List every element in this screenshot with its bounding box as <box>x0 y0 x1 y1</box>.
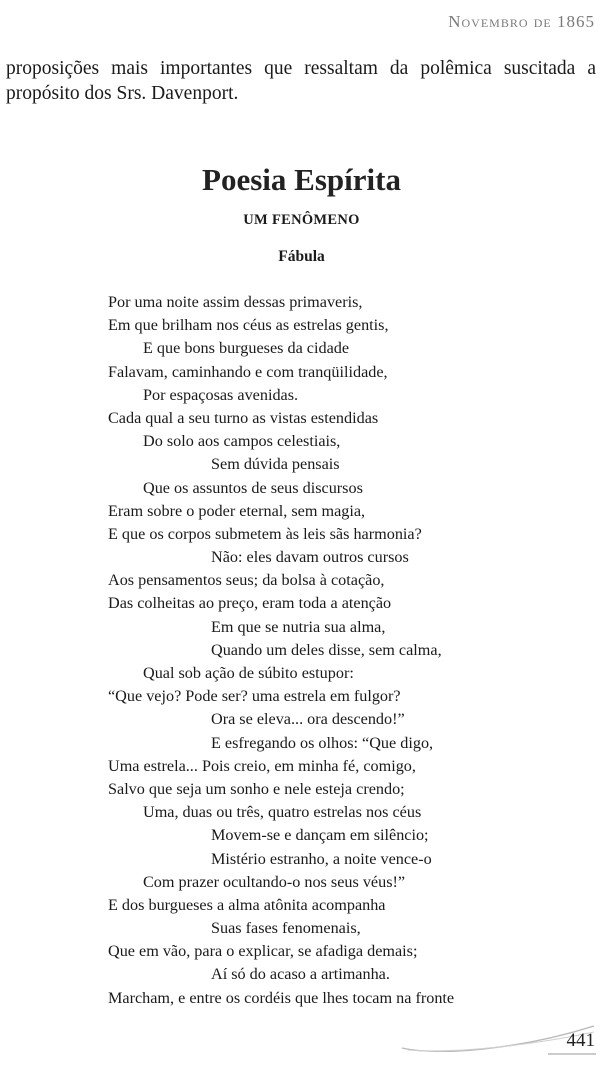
poem-line: Não: eles davam outros cursos <box>211 548 409 567</box>
page-number: 441 <box>566 1030 595 1051</box>
poem-line: Mistério estranho, a noite vence-o <box>211 849 432 868</box>
poem-line: “Que vejo? Pode ser? uma estrela em fulgor? <box>108 687 401 706</box>
poem-line: Marcham, e entre os cordéis que lhes tocam na fronte <box>108 988 455 1007</box>
poem-line: Sem dúvida pensais <box>211 455 340 474</box>
poem-line: Cada qual a seu turno as vistas estendidas <box>108 408 379 427</box>
poem-line: Por uma noite assim dessas primaveris, <box>108 293 363 311</box>
poem-body <box>108 291 588 1010</box>
poem-line: Do solo aos campos celestiais, <box>143 432 341 451</box>
poem-line: Ora se eleva... ora descendo!” <box>211 710 405 729</box>
poem-line: Que em vão, para o explicar, se afadiga demais; <box>108 942 418 961</box>
section-title: Poesia Espírita <box>202 162 401 197</box>
poem-line: Movem-se e dançam em silêncio; <box>211 826 429 845</box>
intro-paragraph: proposições mais importantes que ressaltam da polêmica suscitada a propósito dos Srs. Davenport. <box>6 58 596 104</box>
poem-line: Em que brilham nos céus as estrelas gentis, <box>108 316 389 335</box>
poem-line: Qual sob ação de súbito estupor: <box>143 664 354 682</box>
poem-line: Em que se nutria sua alma, <box>211 617 386 636</box>
poem-line: E dos burgueses a alma atônita acompanha <box>108 895 386 914</box>
poem-line: Com prazer ocultando-o nos seus véus!” <box>143 872 406 891</box>
poem-line: Falavam, caminhando e com tranqüilidade, <box>108 362 388 381</box>
poem-line: Suas fases fenomenais, <box>211 919 361 938</box>
poem-line: Das colheitas ao preço, eram toda a atenção <box>108 594 392 613</box>
poem-line: Por espaçosas avenidas. <box>143 385 299 404</box>
poem-title: UM FENÔMENO <box>243 212 360 228</box>
poem-line: Aos pensamentos seus; da bolsa à cotação, <box>108 571 385 590</box>
poem-genre: Fábula <box>278 248 325 265</box>
poem-line: E esfregando os olhos: “Que digo, <box>211 733 434 752</box>
poem-line: E que os corpos submetem às leis sãs harmonia? <box>108 524 422 543</box>
poem-line: Eram sobre o poder eternal, sem magia, <box>108 501 366 520</box>
poem-line: Aí só do acaso a artimanha. <box>211 965 390 984</box>
poem-line: Salvo que seja um sonho e nele esteja crendo; <box>108 779 405 798</box>
poem-line: Quando um deles disse, sem calma, <box>211 640 442 659</box>
poem-line: Uma estrela... Pois creio, em minha fé, comigo, <box>108 756 416 775</box>
poem-line: E que bons burgueses da cidade <box>143 339 350 358</box>
poem-line: Que os assuntos de seus discursos <box>143 478 363 497</box>
poem-line: Uma, duas ou três, quatro estrelas nos céus <box>143 803 422 822</box>
running-head: Novembro de 1865 <box>448 12 595 31</box>
